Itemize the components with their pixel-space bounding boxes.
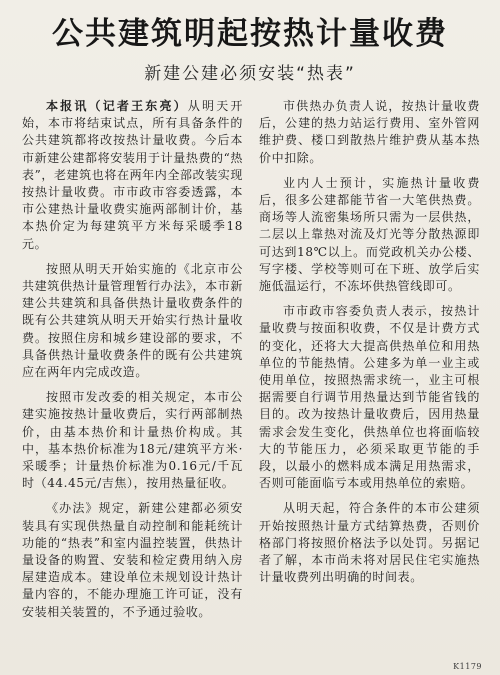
lead-paragraph <box>22 98 243 253</box>
article-body <box>22 98 480 672</box>
headline: 公共建筑明起按热计量收费 <box>52 16 448 52</box>
paragraph: 市供热办负责人说，按热计量收费后，公建的热力站运行费用、室外管网维护费、楼口到散热片维护费从基本热价中扣除。 <box>259 99 480 165</box>
paragraph: 按照从明天开始实施的《北京市公共建筑供热计量管理暂行办法》，本市新建公共建筑和具备供热计量收费条件的既有公共建筑从明天开始实行热计量收费。按照住房和城乡建设部的要求，不具备供热计量收费条件的既有公共建筑应在两年内完成改造。 <box>22 261 243 380</box>
subheadline: 新建公建必须安装“热表” <box>144 64 356 84</box>
paragraph: 业内人士预计，实施热计量收费后，很多公建都能节省一大笔供热费。商场等人流密集场所只需为一层供热，二层以上靠热对流及灯光等分散热源即可达到18℃以上。而党政机关办公楼、写字楼、学校等则可在下班、放学后实施低温运行，不冻坏供热管线即可。 <box>259 175 480 294</box>
archive-code: K1179 <box>453 662 482 671</box>
paragraph: 按照市发改委的相关规定，本市公建实施按热计量收费后，实行两部制热价，由基本热价和计量热价构成。其中，基本热价标准为18元/建筑平方米·采暖季；计量热价标准为0.16元/千瓦时（44.45元/吉焦），按用热量征收。 <box>22 390 243 491</box>
left-column <box>22 98 243 672</box>
paragraph: 《办法》规定，新建公建都必须安装具有实现供热量自动控制和能耗统计功能的“热表”和室内温控装置，供热计量设备的购置、安装和检定费用纳入房屋建造成本。建设单位未规划设计热计量内容的，不能办理施工许可证，没有安装相关装置的，不予通过验收。 <box>22 501 243 619</box>
paragraph: 市市政市容委负责人表示，按热计量收费与按面积收费，不仅是计费方式的变化，还将大大提高供热单位和用热单位的节能热情。公建多为单一业主或使用单位，按照热需求统一，业主可根据需要自行调节用热量达到节能省钱的目的。改为按热计量收费后，因用热量需求会发生变化，供热单位也将面临较大的节能压力，必须采取更节能的手段，以最小的燃料成本满足用热需求，否则可能面临亏本或用热单位的索赔。 <box>259 304 480 491</box>
paragraph: 从明天起，符合条件的本市公建须开始按照热计量方式结算热费，否则价格部门将按照价格法予以处罚。另据记者了解，本市尚未将对居民住宅实施热计量收费列出明确的时间表。 <box>259 501 480 585</box>
right-column <box>259 98 480 672</box>
lead-paragraph-text: 从明天开始，本市将结束试点，所有具备条件的公共建筑都将改按热计量收费。今后本市新建公建都将安装用于计量热费的“热表”，老建筑也将在两年内全部改装实现按热计量收费。市市政市容委透露，本市公建热计量收费实施两部制计价，基本热价定为每建筑平方米每采暖季18元。 <box>22 99 243 251</box>
byline: 本报讯（记者王东亮） <box>46 99 188 113</box>
